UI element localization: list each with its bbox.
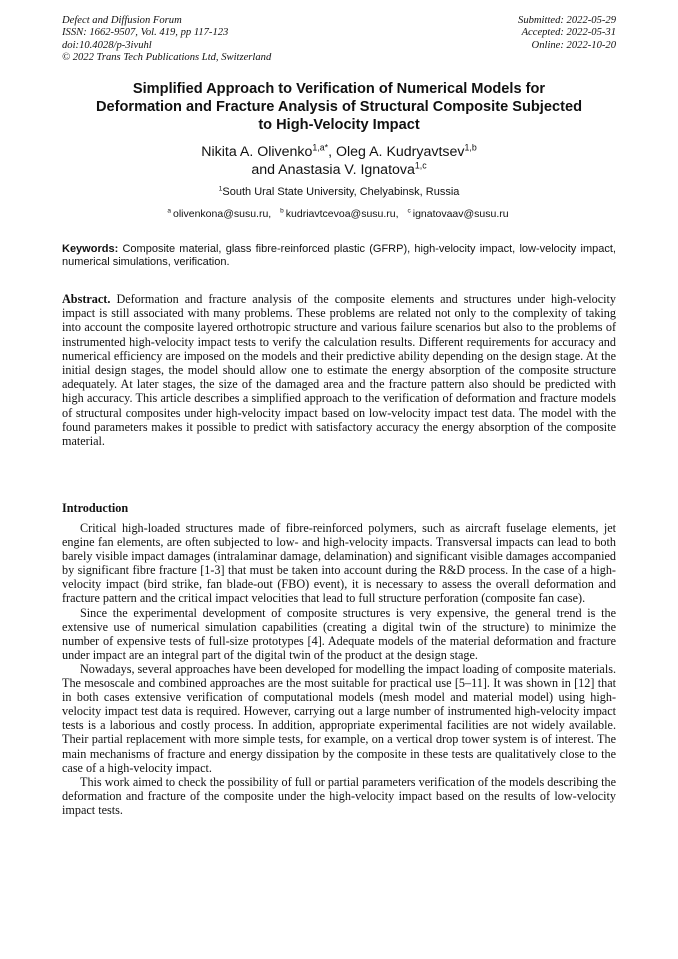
journal-name: Defect and Diffusion Forum bbox=[62, 15, 182, 26]
author-list bbox=[62, 143, 616, 179]
journal-copyright: © 2022 Trans Tech Publications Ltd, Switzerland bbox=[62, 51, 272, 63]
author-separator: , bbox=[328, 144, 336, 160]
email-entry bbox=[167, 208, 273, 220]
abstract-text: Deformation and fracture analysis of the composite elements and structures under high-velocity impact is still associated with many problems. These problems are related not only to the complexity of taking into account the composite layered orthotropic structure and various failure scenarios but also to the problems of instrumented high-velocity impact tests to verify the calculation results. Different requirements for accuracy and numerical efficiency are imposed on the models and their predictive ability depending on the design stage. At the initial design stages, the model should allow one to estimate the energy absorption of the composite structure adequately. At later stages, the size of the damaged area and the fracture pattern also should be predicted with high accuracy. This article describes a simplified approach to the verification of deformation and fracture models of structural composites under high-velocity impact based on low-velocity impact test data. The model with the found parameters makes it possible to predict with satisfactory accuracy the energy absorption of the composite material. bbox=[62, 292, 616, 449]
author-name: Anastasia V. Ignatova bbox=[278, 162, 415, 178]
dates-header bbox=[518, 15, 616, 52]
author-conjunction: and bbox=[251, 162, 279, 178]
keywords-label: Keywords: bbox=[62, 243, 119, 255]
author-name: Nikita A. Olivenko bbox=[201, 144, 313, 160]
paragraph: Critical high-loaded structures made of fibre-reinforced polymers, such as aircraft fuselage elements, jet engine fan elements, are often subjected to low- and high-velocity impacts. Transversal impacts can lead to both barely visible impact damages (intralaminar damage, delamination) and significant visible damages accompanied by significant fibre fracture [1-3] that must be taken into account during the R&D process. In the case of a high-velocity impact (bird strike, fan blade-out (FBO) event), it is necessary to assess the overall deformation and fracture pattern and the critical impact velocities that lead to full structure perforation (composite fan case). bbox=[62, 521, 616, 606]
affiliation-mark: 1 bbox=[218, 185, 223, 193]
title-line: Simplified Approach to Verification of Numerical Models for bbox=[132, 81, 546, 97]
section-heading: Introduction bbox=[62, 501, 129, 515]
author-affiliation-mark: 1,c bbox=[414, 160, 427, 171]
journal-issn: ISSN: 1662-9507, Vol. 419, pp 117-123 bbox=[62, 27, 229, 39]
email-mark: a bbox=[167, 207, 171, 215]
author-emails bbox=[62, 208, 616, 221]
email-mark: c bbox=[407, 207, 411, 215]
journal-header bbox=[62, 15, 271, 64]
accepted-date: Accepted: 2022-05-31 bbox=[521, 27, 616, 39]
title-line: to High-Velocity Impact bbox=[258, 117, 420, 134]
affiliation-text: South Ural State University, Chelyabinsk, Russia bbox=[222, 186, 460, 198]
online-date: Online: 2022-10-20 bbox=[531, 39, 616, 51]
email-entry bbox=[280, 208, 400, 220]
email-entry bbox=[407, 208, 510, 220]
paragraph: Nowadays, several approaches have been developed for modelling the impact loading of composite materials. The mesoscale and combined approaches are the most suitable for practical use [5–11]. It was shown in [12] that in both cases extensive verification of computational models (mesh model and material model) using high-velocity impact test data is required. However, carrying out a large number of instrumented high-velocity impact tests is a laborious and costly process. In addition, appropriate experimental facilities are not widely available. Their partial replacement with more simple tests, for example, on a vertical drop tower system is of interest. The main mechanisms of fracture and energy dissipation by the composite in these tests are qualitatively close to the case of a high-velocity impact. bbox=[62, 661, 616, 775]
keywords-text: Composite material, glass fibre-reinforced plastic (GFRP), high-velocity impact, low-velocity impact, numerical simulations, verification. bbox=[62, 243, 616, 269]
introduction-body bbox=[62, 521, 616, 817]
email-mark: b bbox=[280, 207, 284, 215]
paper-title bbox=[62, 80, 616, 135]
keywords bbox=[62, 243, 616, 269]
paragraph: This work aimed to check the possibility of full or partial parameters verification of the models describing the deformation and fracture of the composite under the high-velocity impact based on the results of low-velocity impact tests. bbox=[62, 774, 616, 817]
author-name: Oleg A. Kudryavtsev bbox=[335, 144, 465, 160]
journal-doi: doi:10.4028/p-3ivuhl bbox=[62, 39, 152, 51]
submitted-date: Submitted: 2022-05-29 bbox=[518, 15, 616, 26]
email-link[interactable]: olivenkona@susu.ru, bbox=[173, 208, 272, 220]
abstract bbox=[62, 292, 616, 448]
author-affiliation-mark: 1,b bbox=[464, 142, 477, 153]
paragraph: Since the experimental development of composite structures is very expensive, the general trend is the extensive use of numerical simulation capabilities (creating a digital twin of the structure) to minimize the number of expensive tests of full-size prototypes [4]. Adequate models of the material deformation and fracture under impact are an integral part of the digital twin of the product at the design stage. bbox=[62, 605, 616, 662]
author-affiliation-mark: 1,a* bbox=[312, 142, 329, 153]
title-line: Deformation and Fracture Analysis of Structural Composite Subjected bbox=[95, 99, 582, 116]
email-link[interactable]: kudriavtcevoa@susu.ru, bbox=[285, 208, 399, 220]
abstract-label: Abstract. bbox=[62, 292, 111, 306]
affiliation bbox=[62, 186, 616, 199]
email-link[interactable]: ignatovaav@susu.ru bbox=[412, 208, 509, 220]
